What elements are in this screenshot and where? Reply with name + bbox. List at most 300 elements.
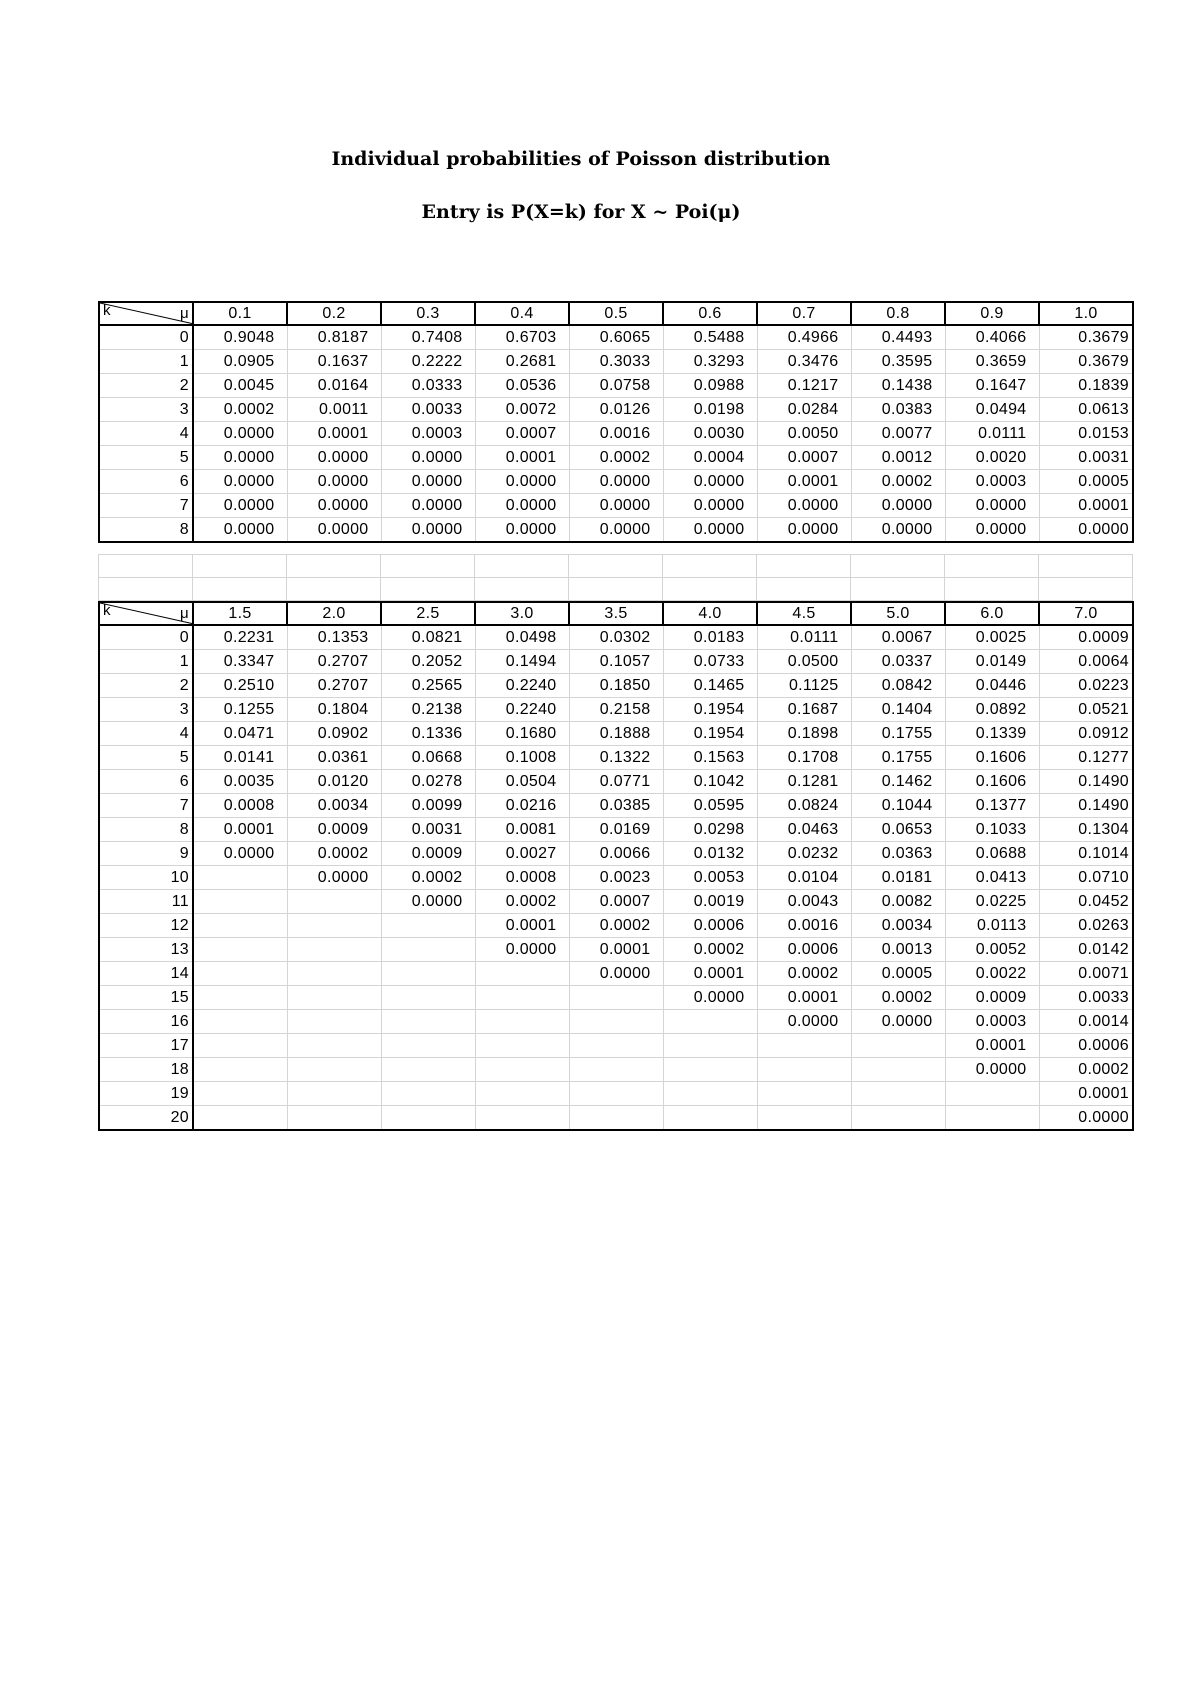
probability-cell: 0.0009 bbox=[945, 986, 1039, 1010]
mu-header-cell: 4.0 bbox=[663, 602, 757, 625]
probability-cell: 0.0771 bbox=[569, 770, 663, 794]
probability-cell: 0.1687 bbox=[757, 698, 851, 722]
probability-cell: 0.6065 bbox=[569, 325, 663, 350]
mu-header-cell: 3.5 bbox=[569, 602, 663, 625]
probability-cell bbox=[381, 962, 475, 986]
probability-cell: 0.0035 bbox=[193, 770, 287, 794]
probability-cell: 0.0463 bbox=[757, 818, 851, 842]
probability-cell bbox=[663, 1034, 757, 1058]
probability-cell: 0.0225 bbox=[945, 890, 1039, 914]
probability-cell: 0.3679 bbox=[1039, 350, 1133, 374]
mu-header-cell: 2.5 bbox=[381, 602, 475, 625]
probability-cell: 0.0027 bbox=[475, 842, 569, 866]
probability-cell bbox=[569, 1106, 663, 1131]
probability-cell bbox=[475, 962, 569, 986]
table-row bbox=[99, 650, 1133, 674]
probability-cell: 0.0001 bbox=[287, 422, 381, 446]
mu-header-cell: 4.5 bbox=[757, 602, 851, 625]
probability-cell: 0.2138 bbox=[381, 698, 475, 722]
k-value-cell: 2 bbox=[99, 374, 193, 398]
probability-cell: 0.0000 bbox=[381, 494, 475, 518]
k-value-cell: 7 bbox=[99, 794, 193, 818]
probability-cell bbox=[193, 1058, 287, 1082]
probability-cell: 0.0000 bbox=[193, 446, 287, 470]
probability-cell: 0.2240 bbox=[475, 674, 569, 698]
probability-cell bbox=[569, 1082, 663, 1106]
probability-cell: 0.0000 bbox=[569, 518, 663, 543]
table-row bbox=[99, 674, 1133, 698]
probability-cell: 0.0000 bbox=[757, 1010, 851, 1034]
table-row bbox=[99, 986, 1133, 1010]
probability-cell: 0.0072 bbox=[475, 398, 569, 422]
table-row bbox=[99, 914, 1133, 938]
probability-cell: 0.0000 bbox=[757, 494, 851, 518]
probability-cell bbox=[381, 1010, 475, 1034]
probability-cell bbox=[287, 1058, 381, 1082]
mu-axis-label: μ bbox=[180, 305, 189, 322]
probability-cell: 0.0000 bbox=[193, 842, 287, 866]
mu-header-cell: 0.5 bbox=[569, 302, 663, 325]
probability-cell: 0.0033 bbox=[381, 398, 475, 422]
probability-cell: 0.0000 bbox=[287, 866, 381, 890]
probability-cell: 0.0034 bbox=[287, 794, 381, 818]
probability-cell: 0.0000 bbox=[193, 422, 287, 446]
probability-cell: 0.0025 bbox=[945, 625, 1039, 650]
probability-cell: 0.2681 bbox=[475, 350, 569, 374]
probability-cell: 0.0000 bbox=[663, 470, 757, 494]
probability-cell: 0.1125 bbox=[757, 674, 851, 698]
mu-header-cell: 0.8 bbox=[851, 302, 945, 325]
probability-cell: 0.2565 bbox=[381, 674, 475, 698]
probability-cell: 0.8187 bbox=[287, 325, 381, 350]
probability-cell: 0.7408 bbox=[381, 325, 475, 350]
probability-cell: 0.0052 bbox=[945, 938, 1039, 962]
probability-cell: 0.0023 bbox=[569, 866, 663, 890]
probability-cell: 0.0030 bbox=[663, 422, 757, 446]
probability-cell: 0.1839 bbox=[1039, 374, 1133, 398]
mu-header-cell: 0.9 bbox=[945, 302, 1039, 325]
probability-cell: 0.1322 bbox=[569, 746, 663, 770]
probability-cell: 0.0002 bbox=[475, 890, 569, 914]
probability-cell bbox=[193, 986, 287, 1010]
probability-cell: 0.0132 bbox=[663, 842, 757, 866]
k-value-cell: 18 bbox=[99, 1058, 193, 1082]
probability-cell: 0.1281 bbox=[757, 770, 851, 794]
probability-cell bbox=[193, 938, 287, 962]
probability-cell: 0.0001 bbox=[1039, 494, 1133, 518]
probability-cell: 0.0001 bbox=[1039, 1082, 1133, 1106]
table-row bbox=[99, 398, 1133, 422]
probability-cell: 0.0000 bbox=[945, 494, 1039, 518]
probability-cell: 0.0000 bbox=[851, 494, 945, 518]
k-value-cell: 12 bbox=[99, 914, 193, 938]
probability-cell: 0.0019 bbox=[663, 890, 757, 914]
probability-cell: 0.0005 bbox=[851, 962, 945, 986]
probability-cell: 0.0016 bbox=[569, 422, 663, 446]
table-row bbox=[99, 350, 1133, 374]
probability-cell: 0.3293 bbox=[663, 350, 757, 374]
probability-cell bbox=[381, 938, 475, 962]
k-value-cell: 14 bbox=[99, 962, 193, 986]
probability-cell: 0.1255 bbox=[193, 698, 287, 722]
probability-cell: 0.0149 bbox=[945, 650, 1039, 674]
mu-header-cell: 0.4 bbox=[475, 302, 569, 325]
probability-cell bbox=[381, 914, 475, 938]
probability-cell bbox=[475, 1106, 569, 1131]
probability-cell: 0.1336 bbox=[381, 722, 475, 746]
probability-cell: 0.0613 bbox=[1039, 398, 1133, 422]
probability-cell: 0.1008 bbox=[475, 746, 569, 770]
probability-cell: 0.0007 bbox=[569, 890, 663, 914]
probability-cell: 0.0653 bbox=[851, 818, 945, 842]
probability-cell: 0.0000 bbox=[1039, 518, 1133, 543]
probability-cell: 0.0000 bbox=[193, 518, 287, 543]
probability-cell: 0.1954 bbox=[663, 698, 757, 722]
probability-cell: 0.1377 bbox=[945, 794, 1039, 818]
probability-cell: 0.0446 bbox=[945, 674, 1039, 698]
probability-cell: 0.0002 bbox=[663, 938, 757, 962]
table-row bbox=[99, 1082, 1133, 1106]
table-row bbox=[99, 938, 1133, 962]
probability-cell: 0.6703 bbox=[475, 325, 569, 350]
probability-cell: 0.0000 bbox=[569, 494, 663, 518]
table-row bbox=[99, 1106, 1133, 1131]
probability-cell: 0.0034 bbox=[851, 914, 945, 938]
k-value-cell: 3 bbox=[99, 398, 193, 422]
probability-cell: 0.0758 bbox=[569, 374, 663, 398]
k-value-cell: 5 bbox=[99, 446, 193, 470]
probability-cell: 0.2158 bbox=[569, 698, 663, 722]
probability-cell: 0.0710 bbox=[1039, 866, 1133, 890]
probability-cell bbox=[663, 1082, 757, 1106]
probability-cell bbox=[475, 1058, 569, 1082]
probability-cell: 0.0003 bbox=[381, 422, 475, 446]
k-value-cell: 20 bbox=[99, 1106, 193, 1131]
probability-cell: 0.3659 bbox=[945, 350, 1039, 374]
probability-cell: 0.0111 bbox=[757, 625, 851, 650]
table-row bbox=[99, 1034, 1133, 1058]
probability-cell: 0.2707 bbox=[287, 674, 381, 698]
probability-cell: 0.0842 bbox=[851, 674, 945, 698]
k-value-cell: 1 bbox=[99, 650, 193, 674]
probability-cell: 0.0003 bbox=[945, 1010, 1039, 1034]
probability-cell bbox=[663, 1058, 757, 1082]
probability-cell: 0.1494 bbox=[475, 650, 569, 674]
probability-cell: 0.2222 bbox=[381, 350, 475, 374]
probability-cell: 0.0181 bbox=[851, 866, 945, 890]
probability-cell: 0.1755 bbox=[851, 722, 945, 746]
k-value-cell: 9 bbox=[99, 842, 193, 866]
probability-cell bbox=[569, 1034, 663, 1058]
probability-cell: 0.0002 bbox=[851, 470, 945, 494]
probability-cell: 0.1680 bbox=[475, 722, 569, 746]
probability-cell: 0.0009 bbox=[1039, 625, 1133, 650]
probability-cell: 0.0113 bbox=[945, 914, 1039, 938]
probability-cell: 0.0302 bbox=[569, 625, 663, 650]
probability-cell: 0.0164 bbox=[287, 374, 381, 398]
probability-cell: 0.0003 bbox=[945, 470, 1039, 494]
probability-cell: 0.0006 bbox=[757, 938, 851, 962]
probability-cell: 0.0536 bbox=[475, 374, 569, 398]
probability-cell: 0.0000 bbox=[663, 518, 757, 543]
table-header-row bbox=[99, 302, 1133, 325]
probability-cell bbox=[757, 1106, 851, 1131]
probability-cell: 0.1304 bbox=[1039, 818, 1133, 842]
spacer-rows bbox=[98, 554, 1133, 601]
probability-cell: 0.0006 bbox=[663, 914, 757, 938]
probability-cell: 0.1057 bbox=[569, 650, 663, 674]
k-value-cell: 19 bbox=[99, 1082, 193, 1106]
probability-cell: 0.1465 bbox=[663, 674, 757, 698]
probability-cell: 0.1438 bbox=[851, 374, 945, 398]
probability-cell: 0.0009 bbox=[381, 842, 475, 866]
probability-cell bbox=[193, 1034, 287, 1058]
probability-cell bbox=[945, 1082, 1039, 1106]
probability-cell: 0.2240 bbox=[475, 698, 569, 722]
probability-cell bbox=[287, 986, 381, 1010]
probability-cell: 0.9048 bbox=[193, 325, 287, 350]
probability-cell: 0.4966 bbox=[757, 325, 851, 350]
probability-cell: 0.0142 bbox=[1039, 938, 1133, 962]
probability-cell: 0.0007 bbox=[475, 422, 569, 446]
probability-cell: 0.0000 bbox=[851, 518, 945, 543]
k-value-cell: 3 bbox=[99, 698, 193, 722]
mu-header-cell: 1.0 bbox=[1039, 302, 1133, 325]
probability-cell: 0.0000 bbox=[569, 470, 663, 494]
probability-cell: 0.0000 bbox=[663, 494, 757, 518]
probability-cell: 0.0000 bbox=[945, 1058, 1039, 1082]
probability-cell: 0.0001 bbox=[475, 914, 569, 938]
probability-cell: 0.3476 bbox=[757, 350, 851, 374]
probability-cell: 0.0104 bbox=[757, 866, 851, 890]
k-value-cell: 16 bbox=[99, 1010, 193, 1034]
probability-cell bbox=[193, 1010, 287, 1034]
probability-cell: 0.0521 bbox=[1039, 698, 1133, 722]
mu-header-cell: 0.6 bbox=[663, 302, 757, 325]
k-value-cell: 8 bbox=[99, 518, 193, 543]
k-value-cell: 4 bbox=[99, 722, 193, 746]
table-row bbox=[99, 374, 1133, 398]
k-value-cell: 6 bbox=[99, 770, 193, 794]
probability-cell bbox=[193, 962, 287, 986]
table-row bbox=[99, 494, 1133, 518]
probability-cell: 0.0008 bbox=[475, 866, 569, 890]
probability-cell: 0.1490 bbox=[1039, 770, 1133, 794]
probability-cell: 0.0001 bbox=[757, 470, 851, 494]
probability-cell: 0.0905 bbox=[193, 350, 287, 374]
probability-cell: 0.0099 bbox=[381, 794, 475, 818]
probability-cell bbox=[193, 914, 287, 938]
k-value-cell: 0 bbox=[99, 325, 193, 350]
probability-cell: 0.0988 bbox=[663, 374, 757, 398]
k-value-cell: 0 bbox=[99, 625, 193, 650]
probability-cell: 0.0031 bbox=[381, 818, 475, 842]
probability-cell: 0.0002 bbox=[381, 866, 475, 890]
probability-cell: 0.1490 bbox=[1039, 794, 1133, 818]
probability-cell: 0.0111 bbox=[945, 422, 1039, 446]
probability-cell: 0.0361 bbox=[287, 746, 381, 770]
probability-cell: 0.0000 bbox=[945, 518, 1039, 543]
probability-cell: 0.0002 bbox=[851, 986, 945, 1010]
probability-cell: 0.0500 bbox=[757, 650, 851, 674]
k-value-cell: 17 bbox=[99, 1034, 193, 1058]
probability-cell bbox=[757, 1058, 851, 1082]
probability-cell: 0.0000 bbox=[663, 986, 757, 1010]
probability-cell: 0.0009 bbox=[287, 818, 381, 842]
probability-cell: 0.5488 bbox=[663, 325, 757, 350]
probability-cell bbox=[569, 986, 663, 1010]
probability-cell: 0.0001 bbox=[475, 446, 569, 470]
probability-cell bbox=[287, 1034, 381, 1058]
probability-cell: 0.0337 bbox=[851, 650, 945, 674]
probability-cell: 0.0016 bbox=[757, 914, 851, 938]
mu-header-cell: 0.7 bbox=[757, 302, 851, 325]
mu-header-cell: 0.2 bbox=[287, 302, 381, 325]
probability-cell: 0.0020 bbox=[945, 446, 1039, 470]
probability-cell: 0.0004 bbox=[663, 446, 757, 470]
probability-cell: 0.0013 bbox=[851, 938, 945, 962]
probability-cell bbox=[851, 1058, 945, 1082]
probability-cell: 0.0000 bbox=[381, 518, 475, 543]
table-row bbox=[99, 794, 1133, 818]
probability-cell: 0.1339 bbox=[945, 722, 1039, 746]
table-row bbox=[99, 1058, 1133, 1082]
probability-cell: 0.1647 bbox=[945, 374, 1039, 398]
probability-cell: 0.0223 bbox=[1039, 674, 1133, 698]
probability-cell: 0.1033 bbox=[945, 818, 1039, 842]
probability-cell: 0.0000 bbox=[287, 518, 381, 543]
probability-cell: 0.1462 bbox=[851, 770, 945, 794]
poisson-table-bottom bbox=[98, 601, 1134, 1131]
probability-cell bbox=[193, 890, 287, 914]
table-row bbox=[99, 518, 1133, 543]
k-value-cell: 10 bbox=[99, 866, 193, 890]
probability-cell: 0.1888 bbox=[569, 722, 663, 746]
probability-cell: 0.0000 bbox=[287, 446, 381, 470]
probability-cell: 0.0000 bbox=[475, 938, 569, 962]
probability-cell bbox=[851, 1082, 945, 1106]
probability-cell: 0.0000 bbox=[287, 494, 381, 518]
probability-cell: 0.0688 bbox=[945, 842, 1039, 866]
probability-cell: 0.0000 bbox=[851, 1010, 945, 1034]
probability-cell: 0.0002 bbox=[1039, 1058, 1133, 1082]
probability-cell bbox=[475, 1082, 569, 1106]
probability-cell: 0.0071 bbox=[1039, 962, 1133, 986]
k-value-cell: 8 bbox=[99, 818, 193, 842]
probability-cell: 0.0120 bbox=[287, 770, 381, 794]
probability-cell: 0.1898 bbox=[757, 722, 851, 746]
probability-cell bbox=[475, 1010, 569, 1034]
probability-cell: 0.0014 bbox=[1039, 1010, 1133, 1034]
mu-header-cell: 1.5 bbox=[193, 602, 287, 625]
probability-cell: 0.0504 bbox=[475, 770, 569, 794]
k-value-cell: 2 bbox=[99, 674, 193, 698]
probability-cell bbox=[663, 1106, 757, 1131]
probability-cell: 0.0385 bbox=[569, 794, 663, 818]
probability-cell: 0.0077 bbox=[851, 422, 945, 446]
mu-header-cell: 0.3 bbox=[381, 302, 475, 325]
k-axis-label: k bbox=[103, 302, 111, 319]
probability-cell bbox=[475, 1034, 569, 1058]
probability-cell: 0.1563 bbox=[663, 746, 757, 770]
probability-cell: 0.0183 bbox=[663, 625, 757, 650]
probability-cell: 0.0011 bbox=[287, 398, 381, 422]
k-value-cell: 6 bbox=[99, 470, 193, 494]
probability-cell bbox=[381, 986, 475, 1010]
probability-cell: 0.0216 bbox=[475, 794, 569, 818]
k-value-cell: 4 bbox=[99, 422, 193, 446]
probability-cell: 0.0232 bbox=[757, 842, 851, 866]
probability-cell: 0.0595 bbox=[663, 794, 757, 818]
probability-cell: 0.0363 bbox=[851, 842, 945, 866]
probability-cell: 0.1804 bbox=[287, 698, 381, 722]
probability-cell: 0.0081 bbox=[475, 818, 569, 842]
page-subtitle: Entry is P(X=k) for X ~ Poi(μ) bbox=[421, 201, 741, 223]
probability-cell bbox=[287, 890, 381, 914]
probability-cell bbox=[287, 1082, 381, 1106]
probability-cell: 0.2052 bbox=[381, 650, 475, 674]
corner-header-cell bbox=[99, 302, 193, 325]
probability-cell: 0.2231 bbox=[193, 625, 287, 650]
probability-cell: 0.0002 bbox=[757, 962, 851, 986]
table-row bbox=[99, 746, 1133, 770]
corner-diagonal-line bbox=[100, 303, 193, 324]
probability-cell: 0.1277 bbox=[1039, 746, 1133, 770]
probability-cell bbox=[475, 986, 569, 1010]
probability-cell bbox=[193, 866, 287, 890]
probability-cell: 0.0000 bbox=[381, 470, 475, 494]
probability-cell: 0.0733 bbox=[663, 650, 757, 674]
probability-cell: 0.0053 bbox=[663, 866, 757, 890]
probability-cell bbox=[381, 1106, 475, 1131]
probability-cell: 0.0001 bbox=[945, 1034, 1039, 1058]
probability-cell: 0.0383 bbox=[851, 398, 945, 422]
probability-cell bbox=[287, 1106, 381, 1131]
table-header-row bbox=[99, 602, 1133, 625]
poisson-table-top bbox=[98, 301, 1134, 543]
probability-cell: 0.1708 bbox=[757, 746, 851, 770]
probability-cell: 0.0001 bbox=[193, 818, 287, 842]
probability-cell bbox=[381, 1082, 475, 1106]
probability-cell: 0.0000 bbox=[757, 518, 851, 543]
probability-cell bbox=[945, 1106, 1039, 1131]
probability-cell: 0.0001 bbox=[569, 938, 663, 962]
k-value-cell: 1 bbox=[99, 350, 193, 374]
mu-header-cell: 2.0 bbox=[287, 602, 381, 625]
probability-cell: 0.0413 bbox=[945, 866, 1039, 890]
probability-cell: 0.0000 bbox=[475, 494, 569, 518]
probability-cell: 0.3347 bbox=[193, 650, 287, 674]
probability-cell: 0.0000 bbox=[569, 962, 663, 986]
table-row bbox=[99, 325, 1133, 350]
probability-cell: 0.0498 bbox=[475, 625, 569, 650]
probability-cell: 0.0012 bbox=[851, 446, 945, 470]
probability-cell: 0.1606 bbox=[945, 746, 1039, 770]
probability-cell bbox=[663, 1010, 757, 1034]
mu-header-cell: 5.0 bbox=[851, 602, 945, 625]
probability-cell: 0.0002 bbox=[193, 398, 287, 422]
probability-cell: 0.0001 bbox=[663, 962, 757, 986]
k-value-cell: 11 bbox=[99, 890, 193, 914]
probability-cell: 0.2707 bbox=[287, 650, 381, 674]
probability-cell: 0.3595 bbox=[851, 350, 945, 374]
probability-cell: 0.0284 bbox=[757, 398, 851, 422]
probability-cell: 0.0902 bbox=[287, 722, 381, 746]
probability-cell: 0.0002 bbox=[569, 446, 663, 470]
probability-cell bbox=[851, 1106, 945, 1131]
probability-cell: 0.0263 bbox=[1039, 914, 1133, 938]
corner-header-cell bbox=[99, 602, 193, 625]
